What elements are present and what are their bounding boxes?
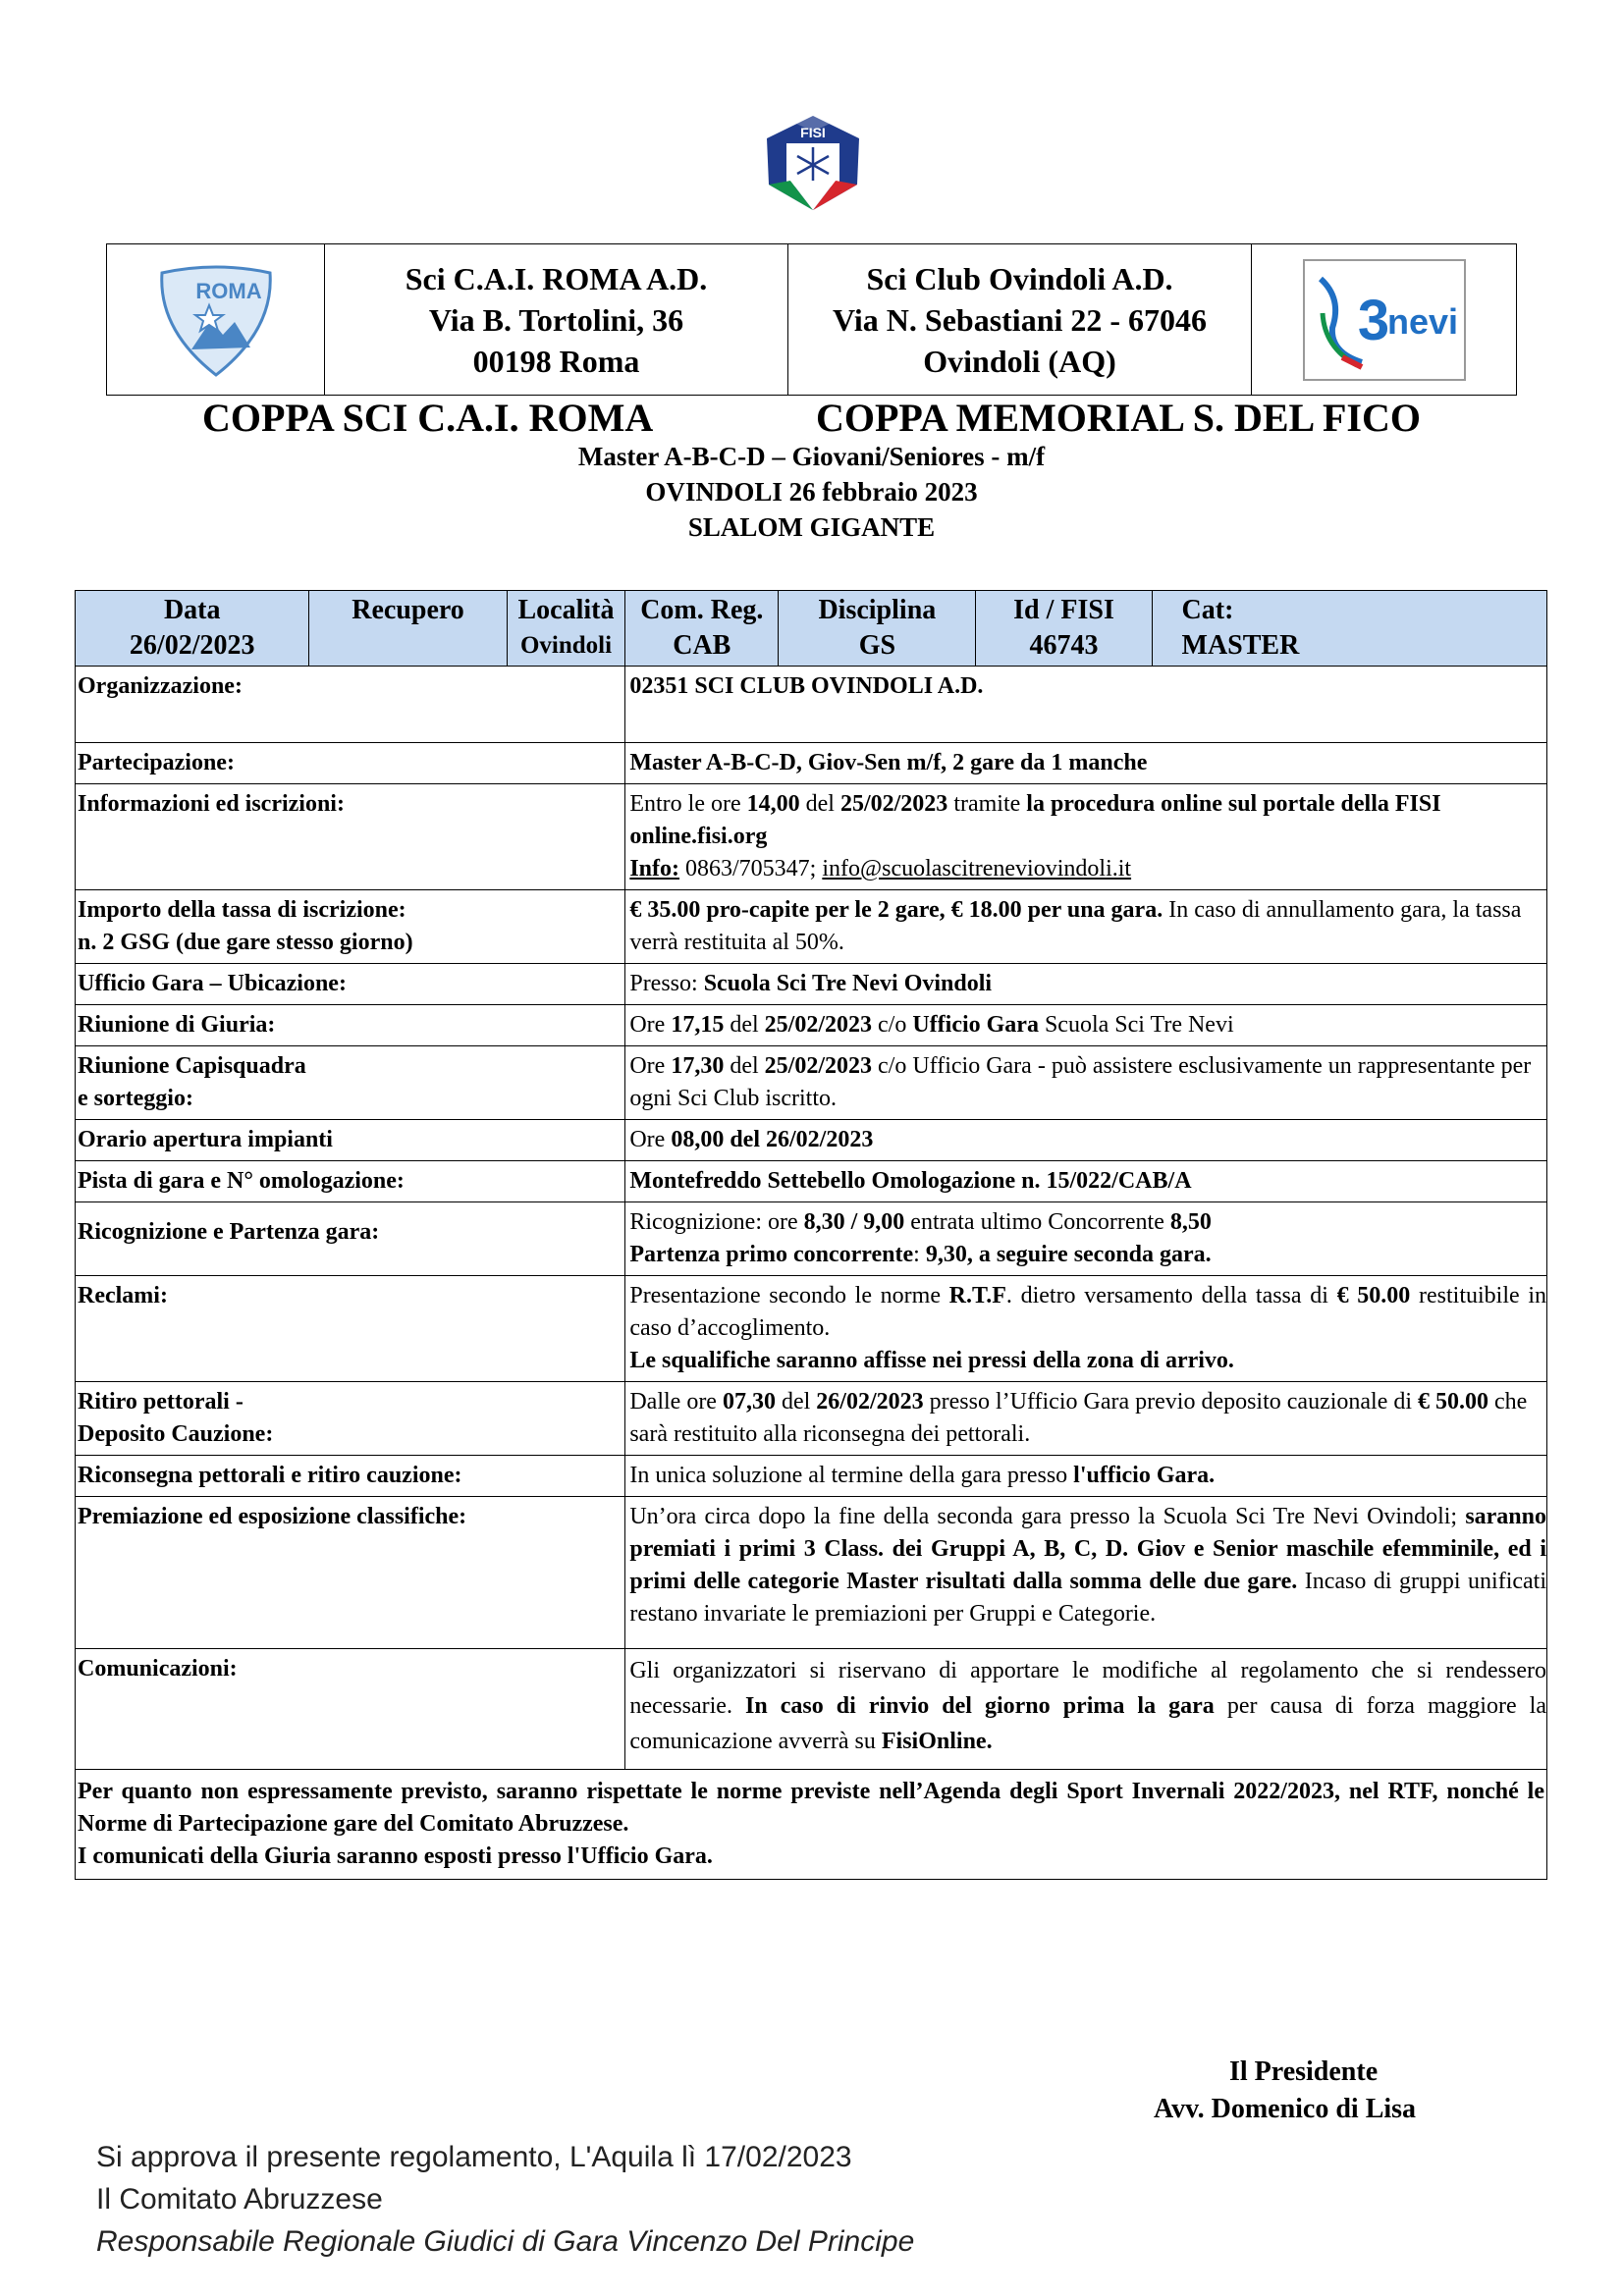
- fisi-logo: [761, 114, 865, 212]
- subtitle-discipline: SLALOM GIGANTE: [687, 512, 936, 542]
- event-comreg-cell: [625, 591, 779, 667]
- approval-line3: Responsabile Regionale Giudici di Gara Vincenzo Del Principe: [96, 2225, 915, 2258]
- left-club-info: [325, 244, 788, 395]
- race-info-table: [75, 590, 1547, 1880]
- event-comreg-label: Com. Reg.: [640, 595, 764, 625]
- left-club-city: 00198 Roma: [472, 343, 640, 379]
- importo-value: € 35.00 pro-capite per le 2 gare, € 18.00 per una gara. In caso di annullamento gara, la tassa verrà restituita al 50%.: [625, 890, 1547, 964]
- signature-name: Avv. Domenico di Lisa: [1154, 2094, 1417, 2124]
- row-ritiro: [76, 1382, 1547, 1456]
- event-disciplina-value: GS: [858, 630, 896, 661]
- event-data-cell: [76, 591, 309, 667]
- row-informazioni: [76, 784, 1547, 890]
- event-disciplina-label: Disciplina: [818, 595, 937, 625]
- event-localita-label: Località: [517, 595, 615, 625]
- pista-label: Pista di gara e N° omologazione:: [76, 1161, 625, 1202]
- subtitle-date: OVINDOLI 26 febbraio 2023: [645, 477, 978, 507]
- ritiro-value: Dalle ore 07,30 del 26/02/2023 presso l’Ufficio Gara previo deposito cauzionale di € 50.00 che sarà restituito alla riconsegna dei pettorali.: [625, 1382, 1547, 1456]
- informazioni-value: Entro le ore 14,00 del 25/02/2023 tramite la procedura online sul portale della FISI online.fisi.org Info: 0863/705347; info@scuolascitreneviovindoli.it: [625, 784, 1547, 890]
- organizzazione-label: Organizzazione:: [76, 667, 625, 743]
- giuria-label: Riunione di Giuria:: [76, 1005, 625, 1046]
- row-footer-note: [76, 1770, 1547, 1880]
- footer-note-line2: I comunicati della Giuria saranno esposti presso l'Ufficio Gara.: [78, 1843, 713, 1869]
- row-organizzazione: [76, 667, 1547, 743]
- riconsegna-value: In unica soluzione al termine della gara presso l'ufficio Gara.: [625, 1456, 1547, 1497]
- partecipazione-label: Partecipazione:: [76, 743, 625, 784]
- event-recupero-cell: [309, 591, 507, 667]
- premiazione-label: Premiazione ed esposizione classifiche:: [76, 1497, 625, 1649]
- row-giuria: [76, 1005, 1547, 1046]
- cai-roma-logo-text: ROMA: [194, 278, 262, 303]
- event-comreg-value: CAB: [673, 630, 731, 661]
- right-club-address: Via N. Sebastiani 22 - 67046: [832, 301, 1208, 338]
- ufficio-value: Presso: Scuola Sci Tre Nevi Ovindoli: [625, 964, 1547, 1005]
- orario-value: Ore 08,00 del 26/02/2023: [625, 1120, 1547, 1161]
- partecipazione-value: Master A-B-C-D, Giov-Sen m/f, 2 gare da 1 manche: [625, 743, 1547, 784]
- approval-block: [96, 2136, 914, 2263]
- tre-nevi-logo-num: 3: [1357, 288, 1389, 352]
- cai-roma-logo: [152, 261, 280, 379]
- event-disciplina-cell: [779, 591, 976, 667]
- comunicazioni-label: Comunicazioni:: [76, 1649, 625, 1770]
- row-ricognizione: [76, 1202, 1547, 1276]
- informazioni-label: Informazioni ed iscrizioni:: [76, 784, 625, 890]
- reclami-label: Reclami:: [76, 1276, 625, 1382]
- right-club-city: Ovindoli (AQ): [923, 343, 1116, 379]
- row-comunicazioni: [76, 1649, 1547, 1770]
- event-idfisi-cell: [976, 591, 1152, 667]
- tre-nevi-logo: [1303, 259, 1466, 381]
- tre-nevi-logo-text: nevi: [1386, 300, 1458, 342]
- event-cat-cell: [1152, 591, 1546, 667]
- importo-label: Importo della tassa di iscrizione: n. 2 GSG (due gare stesso giorno): [76, 890, 625, 964]
- left-club-name: Sci C.A.I. ROMA A.D.: [405, 260, 708, 296]
- organizzazione-value: 02351 SCI CLUB OVINDOLI A.D.: [625, 667, 1547, 743]
- event-header-row: [76, 591, 1547, 667]
- row-riconsegna: [76, 1456, 1547, 1497]
- row-partecipazione: [76, 743, 1547, 784]
- row-ufficio: [76, 964, 1547, 1005]
- right-club-info: [788, 244, 1252, 395]
- ricognizione-value: Ricognizione: ore 8,30 / 9,00 entrata ultimo Concorrente 8,50 Partenza primo concorrente: 9,30, a seguire seconda gara.: [625, 1202, 1547, 1276]
- event-data-value: 26/02/2023: [129, 630, 255, 661]
- footer-note: [76, 1770, 1547, 1880]
- comunicazioni-value: Gli organizzatori si riservano di apportare le modifiche al regolamento che si rendessero necessarie. In caso di rinvio del giorno prima la gara per causa di forza maggiore la comunicazione avverrà su FisiOnline.: [625, 1649, 1547, 1770]
- reclami-value: Presentazione secondo le norme R.T.F. dietro versamento della tassa di € 50.00 restituibile in caso d’accoglimento. Le squalifiche saranno affisse nei pressi della zona di arrivo.: [625, 1276, 1547, 1382]
- event-idfisi-label: Id / FISI: [1013, 595, 1114, 625]
- event-recupero-label: Recupero: [352, 595, 464, 625]
- fisi-logo-text: FISI: [800, 125, 826, 140]
- giuria-value: Ore 17,15 del 25/02/2023 c/o Ufficio Gara Scuola Sci Tre Nevi: [625, 1005, 1547, 1046]
- subtitle-categories: Master A-B-C-D – Giovani/Seniores - m/f: [577, 442, 1046, 471]
- capisquadra-label: Riunione Capisquadra e sorteggio:: [76, 1046, 625, 1120]
- row-capisquadra: [76, 1046, 1547, 1120]
- clubs-header: [106, 243, 1517, 396]
- title-coppa-cai: COPPA SCI C.A.I. ROMA: [202, 396, 654, 440]
- ricognizione-label: Ricognizione e Partenza gara:: [76, 1202, 625, 1276]
- premiazione-value: Un’ora circa dopo la fine della seconda gara presso la Scuola Sci Tre Nevi Ovindoli; saranno premiati i primi 3 Class. dei Gruppi A, B, C, D. Giov e Senior maschile efemminile, ed i primi delle categorie Master risultati dalla somma delle due gare. Incaso di gruppi unificati restano invariate le premiazioni per Gruppi e Categorie.: [625, 1497, 1547, 1649]
- event-cat-value: MASTER: [1181, 630, 1300, 661]
- approval-line2: Il Comitato Abruzzese: [96, 2183, 383, 2216]
- ritiro-label: Ritiro pettorali - Deposito Cauzione:: [76, 1382, 625, 1456]
- event-localita-cell: [507, 591, 625, 667]
- event-localita-value: Ovindoli: [519, 632, 613, 659]
- row-pista: [76, 1161, 1547, 1202]
- footer-note-line1: Per quanto non espressamente previsto, saranno rispettate le norme previste nell’Agenda degli Sport Invernali 2022/2023, nel RTF, nonché le Norme di Partecipazione gare del Comitato Abruzzese.: [78, 1779, 1544, 1837]
- pista-value: Montefreddo Settebello Omologazione n. 15/022/CAB/A: [625, 1161, 1547, 1202]
- ufficio-label: Ufficio Gara – Ubicazione:: [76, 964, 625, 1005]
- row-orario: [76, 1120, 1547, 1161]
- approval-line1: Si approva il presente regolamento, L'Aquila lì 17/02/2023: [96, 2141, 852, 2173]
- row-premiazione: [76, 1497, 1547, 1649]
- cai-roma-logo-cell: [107, 244, 325, 395]
- orario-label: Orario apertura impianti: [76, 1120, 625, 1161]
- row-reclami: [76, 1276, 1547, 1382]
- event-data-label: Data: [163, 595, 221, 625]
- event-cat-label: Cat:: [1181, 595, 1234, 625]
- info-email-link[interactable]: info@scuolascitreneviovindoli.it: [822, 856, 1132, 881]
- right-club-name: Sci Club Ovindoli A.D.: [866, 260, 1173, 296]
- event-idfisi-value: 46743: [1029, 630, 1099, 661]
- tre-nevi-logo-cell: [1252, 244, 1516, 395]
- title-coppa-memorial: COPPA MEMORIAL S. DEL FICO: [816, 396, 1421, 440]
- capisquadra-value: Ore 17,30 del 25/02/2023 c/o Ufficio Gara - può assistere esclusivamente un rappresentante per ogni Sci Club iscritto.: [625, 1046, 1547, 1120]
- left-club-address: Via B. Tortolini, 36: [428, 301, 684, 338]
- signature-title: Il Presidente: [1229, 2056, 1379, 2087]
- riconsegna-label: Riconsegna pettorali e ritiro cauzione:: [76, 1456, 625, 1497]
- row-importo: [76, 890, 1547, 964]
